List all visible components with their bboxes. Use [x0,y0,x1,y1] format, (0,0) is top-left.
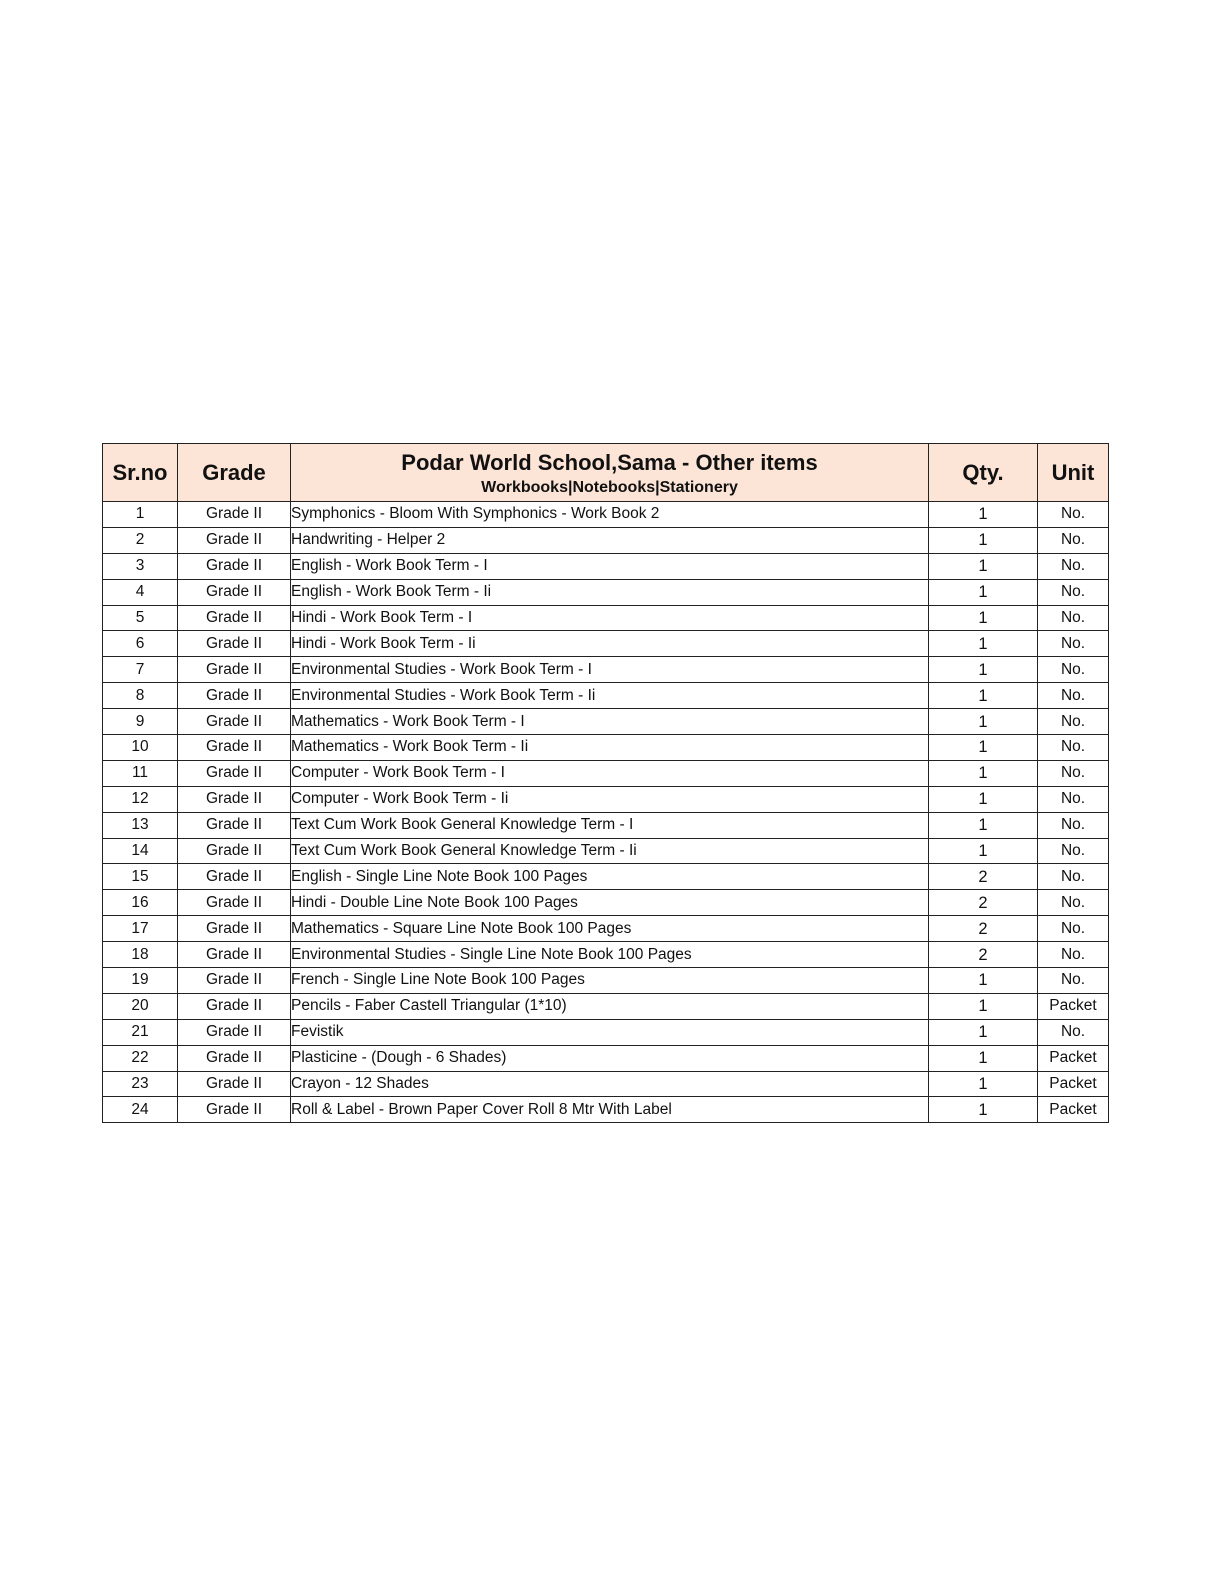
header-qty: Qty. [929,444,1038,502]
unit-cell: No. [1038,657,1109,683]
quantity-cell: 1 [929,579,1038,605]
table-row [103,864,1109,890]
unit-cell: No. [1038,812,1109,838]
table-row [103,657,1109,683]
table-row [103,553,1109,579]
quantity-cell: 2 [929,864,1038,890]
grade-cell: Grade II [178,527,291,553]
quantity-cell: 2 [929,890,1038,916]
item-description-cell: Mathematics - Square Line Note Book 100 Pages [291,916,929,942]
table-row [103,579,1109,605]
item-description-cell: Fevistik [291,1019,929,1045]
grade-cell: Grade II [178,683,291,709]
quantity-cell: 1 [929,605,1038,631]
table-row [103,709,1109,735]
quantity-cell: 1 [929,502,1038,528]
sr-no-cell: 8 [103,683,178,709]
sr-no-cell: 1 [103,502,178,528]
sr-no-cell: 14 [103,838,178,864]
sr-no-cell: 3 [103,553,178,579]
quantity-cell: 1 [929,1097,1038,1123]
quantity-cell: 1 [929,812,1038,838]
grade-cell: Grade II [178,942,291,968]
unit-cell: No. [1038,890,1109,916]
item-description-cell: French - Single Line Note Book 100 Pages [291,968,929,994]
quantity-cell: 1 [929,709,1038,735]
unit-cell: No. [1038,786,1109,812]
quantity-cell: 1 [929,527,1038,553]
sr-no-cell: 2 [103,527,178,553]
table-row [103,916,1109,942]
sr-no-cell: 17 [103,916,178,942]
quantity-cell: 1 [929,1071,1038,1097]
grade-cell: Grade II [178,1019,291,1045]
unit-cell: No. [1038,1019,1109,1045]
unit-cell: No. [1038,605,1109,631]
items-table [102,443,1109,1123]
grade-cell: Grade II [178,1097,291,1123]
item-description-cell: Text Cum Work Book General Knowledge Term - I [291,812,929,838]
grade-cell: Grade II [178,735,291,761]
sr-no-cell: 10 [103,735,178,761]
sr-no-cell: 24 [103,1097,178,1123]
sr-no-cell: 23 [103,1071,178,1097]
table-row [103,1019,1109,1045]
grade-cell: Grade II [178,1045,291,1071]
quantity-cell: 1 [929,735,1038,761]
table-row [103,993,1109,1019]
sr-no-cell: 13 [103,812,178,838]
unit-cell: No. [1038,735,1109,761]
quantity-cell: 1 [929,1019,1038,1045]
sr-no-cell: 7 [103,657,178,683]
item-description-cell: Hindi - Work Book Term - I [291,605,929,631]
table-header [103,444,1109,502]
sr-no-cell: 11 [103,760,178,786]
grade-cell: Grade II [178,502,291,528]
grade-cell: Grade II [178,838,291,864]
quantity-cell: 1 [929,631,1038,657]
unit-cell: No. [1038,864,1109,890]
quantity-cell: 1 [929,657,1038,683]
unit-cell: No. [1038,527,1109,553]
table-row [103,760,1109,786]
sr-no-cell: 20 [103,993,178,1019]
item-description-cell: Environmental Studies - Work Book Term - Ii [291,683,929,709]
item-description-cell: Text Cum Work Book General Knowledge Term - Ii [291,838,929,864]
grade-cell: Grade II [178,812,291,838]
item-description-cell: Hindi - Double Line Note Book 100 Pages [291,890,929,916]
unit-cell: No. [1038,942,1109,968]
item-description-cell: Environmental Studies - Single Line Note Book 100 Pages [291,942,929,968]
quantity-cell: 1 [929,993,1038,1019]
item-description-cell: Symphonics - Bloom With Symphonics - Work Book 2 [291,502,929,528]
table-row [103,735,1109,761]
grade-cell: Grade II [178,709,291,735]
table-row [103,942,1109,968]
item-list-sheet [102,443,1108,1123]
grade-cell: Grade II [178,553,291,579]
table-subtitle: Workbooks|Notebooks|Stationery [481,478,738,496]
unit-cell: Packet [1038,1097,1109,1123]
unit-cell: Packet [1038,993,1109,1019]
table-row [103,968,1109,994]
header-title-cell [291,444,929,502]
sr-no-cell: 18 [103,942,178,968]
unit-cell: No. [1038,683,1109,709]
table-row [103,1097,1109,1123]
item-description-cell: Environmental Studies - Work Book Term - I [291,657,929,683]
unit-cell: No. [1038,760,1109,786]
sr-no-cell: 9 [103,709,178,735]
quantity-cell: 1 [929,683,1038,709]
item-description-cell: Pencils - Faber Castell Triangular (1*10) [291,993,929,1019]
table-row [103,631,1109,657]
sr-no-cell: 4 [103,579,178,605]
unit-cell: No. [1038,631,1109,657]
header-srno: Sr.no [103,444,178,502]
unit-cell: No. [1038,968,1109,994]
grade-cell: Grade II [178,657,291,683]
grade-cell: Grade II [178,605,291,631]
table-row [103,786,1109,812]
table-title: Podar World School,Sama - Other items [401,449,818,475]
sr-no-cell: 19 [103,968,178,994]
quantity-cell: 1 [929,760,1038,786]
item-description-cell: Mathematics - Work Book Term - Ii [291,735,929,761]
sr-no-cell: 22 [103,1045,178,1071]
item-description-cell: Plasticine - (Dough - 6 Shades) [291,1045,929,1071]
table-row [103,890,1109,916]
item-description-cell: English - Single Line Note Book 100 Pages [291,864,929,890]
quantity-cell: 1 [929,786,1038,812]
grade-cell: Grade II [178,760,291,786]
item-description-cell: Roll & Label - Brown Paper Cover Roll 8 Mtr With Label [291,1097,929,1123]
header-row [103,444,1109,502]
grade-cell: Grade II [178,1071,291,1097]
item-description-cell: Mathematics - Work Book Term - I [291,709,929,735]
grade-cell: Grade II [178,579,291,605]
table-row [103,605,1109,631]
grade-cell: Grade II [178,968,291,994]
header-grade: Grade [178,444,291,502]
grade-cell: Grade II [178,786,291,812]
grade-cell: Grade II [178,916,291,942]
unit-cell: No. [1038,838,1109,864]
table-row [103,527,1109,553]
item-description-cell: Handwriting - Helper 2 [291,527,929,553]
table-row [103,812,1109,838]
quantity-cell: 1 [929,968,1038,994]
grade-cell: Grade II [178,631,291,657]
sr-no-cell: 21 [103,1019,178,1045]
item-description-cell: Computer - Work Book Term - Ii [291,786,929,812]
table-body [103,502,1109,1123]
sr-no-cell: 16 [103,890,178,916]
item-description-cell: Hindi - Work Book Term - Ii [291,631,929,657]
quantity-cell: 1 [929,553,1038,579]
table-row [103,838,1109,864]
grade-cell: Grade II [178,890,291,916]
item-description-cell: Computer - Work Book Term - I [291,760,929,786]
quantity-cell: 1 [929,838,1038,864]
unit-cell: Packet [1038,1045,1109,1071]
unit-cell: No. [1038,916,1109,942]
quantity-cell: 1 [929,1045,1038,1071]
sr-no-cell: 5 [103,605,178,631]
quantity-cell: 2 [929,916,1038,942]
item-description-cell: Crayon - 12 Shades [291,1071,929,1097]
table-row [103,1071,1109,1097]
unit-cell: No. [1038,553,1109,579]
unit-cell: No. [1038,502,1109,528]
sr-no-cell: 6 [103,631,178,657]
unit-cell: Packet [1038,1071,1109,1097]
sr-no-cell: 12 [103,786,178,812]
table-row [103,683,1109,709]
unit-cell: No. [1038,709,1109,735]
grade-cell: Grade II [178,864,291,890]
item-description-cell: English - Work Book Term - Ii [291,579,929,605]
item-description-cell: English - Work Book Term - I [291,553,929,579]
grade-cell: Grade II [178,993,291,1019]
header-unit: Unit [1038,444,1109,502]
table-row [103,1045,1109,1071]
table-row [103,502,1109,528]
unit-cell: No. [1038,579,1109,605]
sr-no-cell: 15 [103,864,178,890]
quantity-cell: 2 [929,942,1038,968]
